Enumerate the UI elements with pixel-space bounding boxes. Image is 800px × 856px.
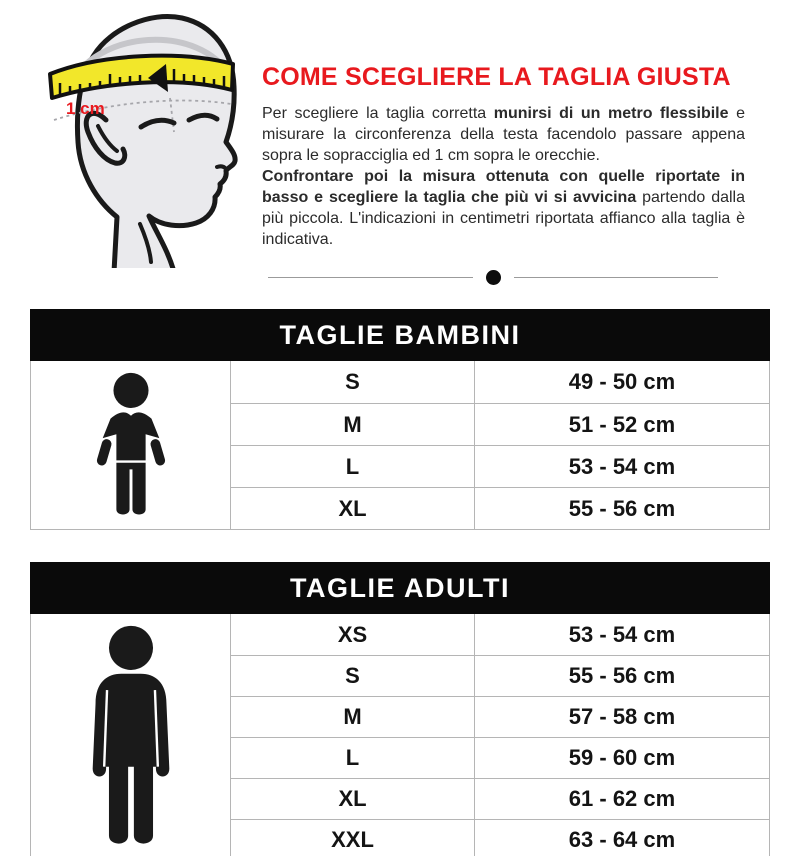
size-label: S (231, 361, 475, 403)
intro-text-segment: e misurare la circonferenza della testa facendolo passare appena sopra le sopracciglia ed 1 cm sopra le orecchie. (262, 105, 746, 164)
intro-text-segment: Per scegliere la taglia corretta (262, 105, 494, 122)
size-row (231, 819, 769, 856)
head-measure-illustration (20, 2, 258, 268)
size-label: L (231, 446, 475, 487)
kids-table-body (30, 361, 770, 530)
size-range-value: 63 - 64 cm (568, 827, 676, 852)
adults-table-title: TAGLIE ADULTI (30, 562, 770, 614)
intro-text-segment: Confrontare poi la misura ottenuta con quelle riportate in basso e scegliere la taglia che più vi si avvicina (262, 168, 745, 206)
size-range-value: 59 - 60 cm (568, 745, 676, 770)
size-label: L (231, 738, 475, 778)
size-row (231, 737, 769, 778)
size-row (231, 655, 769, 696)
size-range-value: 61 - 62 cm (568, 786, 676, 811)
size-range-value: 49 - 50 cm (568, 369, 676, 394)
size-range-value: 57 - 58 cm (568, 704, 676, 729)
size-label: XL (231, 779, 475, 819)
intro-section (262, 0, 745, 250)
size-row (231, 696, 769, 737)
size-range-value: 55 - 56 cm (568, 495, 676, 521)
divider-dot-icon (486, 270, 501, 285)
size-label: XS (231, 614, 475, 655)
kids-size-table (30, 309, 770, 530)
section-divider (268, 270, 718, 285)
size-label: M (231, 697, 475, 737)
size-label: S (231, 656, 475, 696)
size-row (231, 614, 769, 655)
adults-size-table (30, 562, 770, 856)
child-icon (85, 368, 177, 522)
adult-icon-cell (31, 614, 231, 856)
size-label: M (231, 404, 475, 445)
size-range-value: 53 - 54 cm (568, 621, 676, 647)
size-label: XL (231, 488, 475, 529)
size-range-value: 53 - 54 cm (568, 453, 676, 479)
size-row (231, 445, 769, 487)
child-icon-cell (31, 361, 231, 529)
intro-text-segment: partendo dalla più piccola. L'indicazioni in centimetri riportata affianco alla taglia è indicativa. (262, 189, 745, 248)
divider-line (514, 277, 719, 278)
kids-table-title: TAGLIE BAMBINI (30, 309, 770, 361)
size-range-value: 51 - 52 cm (568, 411, 676, 437)
size-row (231, 361, 769, 403)
intro-paragraph (262, 103, 745, 250)
size-row (231, 403, 769, 445)
size-range-value: 55 - 56 cm (568, 663, 676, 688)
size-label: XXL (231, 820, 475, 856)
tape-measure-label: 1 cm (66, 99, 105, 118)
head-measure-icon (20, 2, 258, 268)
page-title: COME SCEGLIERE LA TAGLIA GIUSTA (262, 63, 731, 91)
divider-line (268, 277, 473, 278)
kids-size-rows (231, 361, 769, 529)
adult-icon (78, 623, 184, 851)
adults-size-rows (231, 614, 769, 856)
size-row (231, 487, 769, 529)
size-row (231, 778, 769, 819)
intro-text-segment: munirsi di un metro flessibile (493, 105, 729, 122)
adults-table-body (30, 614, 770, 856)
